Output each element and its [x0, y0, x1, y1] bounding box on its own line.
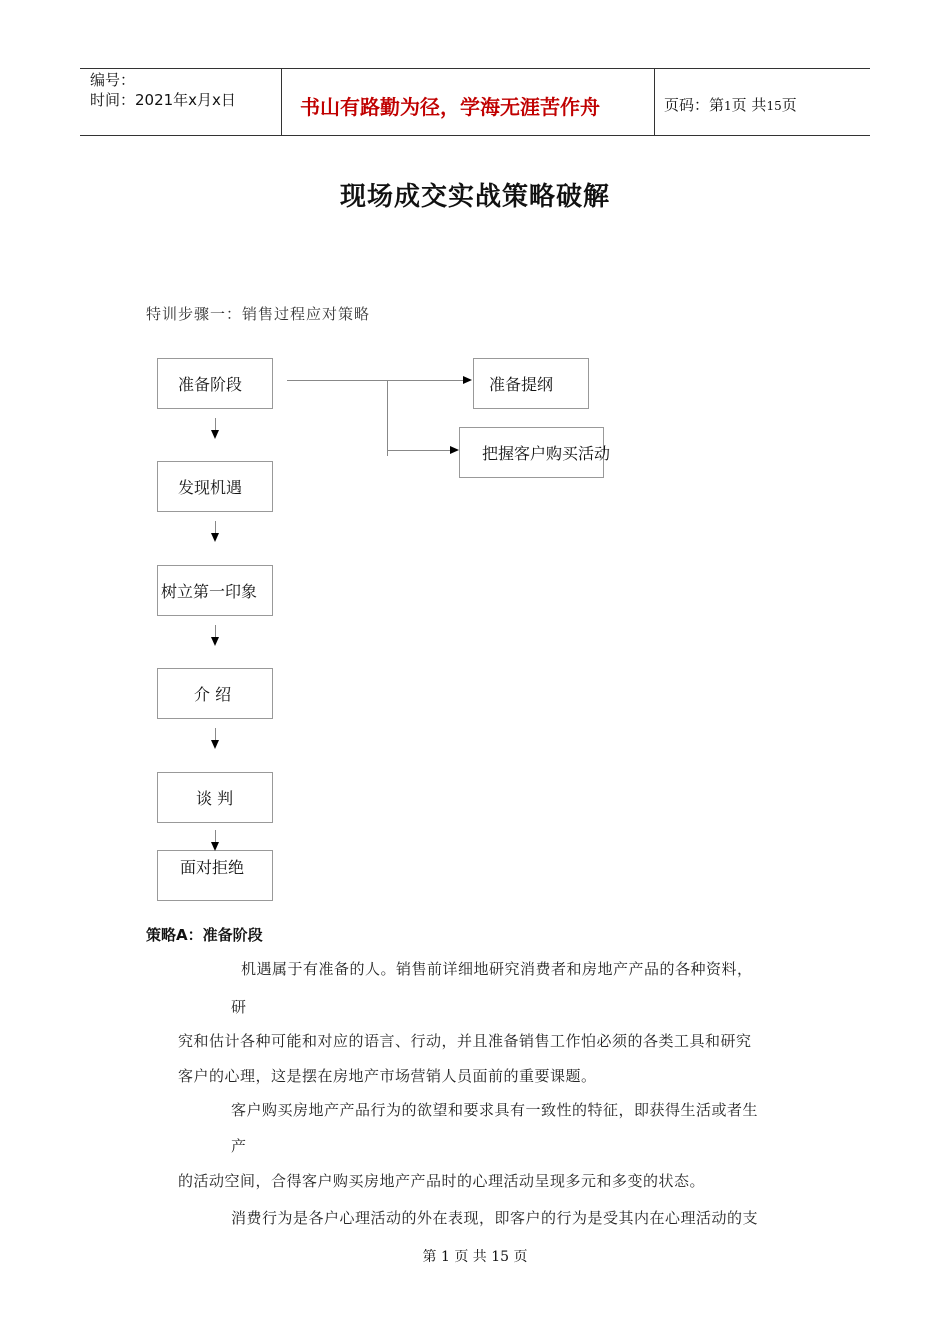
paragraph-line: 客户购买房地产产品行为的欲望和要求具有一致性的特征，即获得生活或者生: [231, 1101, 759, 1119]
paragraph-line: 产: [231, 1137, 247, 1155]
flow-box-outline: [473, 358, 589, 409]
flow-box-grasp: [459, 427, 611, 478]
page-total: 15: [766, 99, 782, 113]
page-number: 1: [724, 99, 732, 113]
paragraph-line: 的活动空间，合得客户购买房地产产品时的心理活动呈现多元和多变的状态。: [178, 1172, 706, 1190]
arrow-down-icon: [211, 533, 219, 542]
arrow-right-icon: [463, 376, 472, 384]
flow-label-grasp: 把握客户购买活动: [482, 444, 611, 463]
paragraph-line: 消费行为是各户心理活动的外在表现，即客户的行为是受其内在心理活动的支: [231, 1209, 759, 1227]
flow-label-rejection: 面对拒绝: [180, 858, 245, 877]
header-top-border: [80, 68, 870, 69]
header-page-info: [664, 94, 797, 115]
page-mid: 页 共: [731, 96, 767, 114]
paragraph-line: 机遇属于有准备的人。销售前详细地研究消费者和房地产产品的各种资料，: [241, 960, 753, 978]
arrow-down-icon: [211, 740, 219, 749]
branch-line-vertical: [387, 380, 388, 456]
arrow-down-icon: [211, 637, 219, 646]
branch-line-bottom: [387, 450, 450, 451]
arrow-down-icon: [211, 842, 219, 851]
paragraph-line: 研: [231, 998, 247, 1016]
header-motto: 书山有路勤为径，学海无涯苦作舟: [300, 95, 600, 119]
flow-label-discover: 发现机遇: [178, 478, 243, 497]
flow-box-discover: [157, 461, 273, 512]
step-heading: 特训步骤一：销售过程应对策略: [146, 305, 371, 323]
flow-label-intro: 介 绍: [194, 685, 232, 704]
footer-prefix: 第: [422, 1249, 437, 1265]
flow-box-impression: [157, 565, 273, 616]
connector-1: [215, 418, 216, 430]
header-divider-2: [654, 68, 655, 136]
flow-box-rejection: [157, 850, 273, 901]
connector-3: [215, 625, 216, 637]
connector-5: [215, 830, 216, 842]
flow-box-intro: [157, 668, 273, 719]
flow-label-negotiate: 谈 判: [196, 789, 234, 808]
page-prefix: 页码：第: [664, 96, 725, 114]
connector-4: [215, 728, 216, 740]
header-divider-1: [281, 68, 282, 136]
document-title: 现场成交实战策略破解: [339, 182, 610, 212]
flow-box-prep: [157, 358, 273, 409]
flow-label-outline: 准备提纲: [489, 375, 554, 394]
paragraph-line: 究和估计各种可能和对应的语言、行动，并且准备销售工作怕必须的各类工具和研究: [178, 1032, 752, 1050]
footer-mid: 页 共: [454, 1249, 487, 1265]
paragraph-line: 客户的心理，这是摆在房地产市场营销人员面前的重要课题。: [178, 1067, 597, 1085]
arrow-down-icon: [211, 430, 219, 439]
footer-total: 15: [491, 1249, 510, 1265]
connector-2: [215, 521, 216, 533]
header-bottom-border: [80, 135, 870, 136]
page-footer: [0, 1246, 950, 1266]
section-title: 策略A：准备阶段: [146, 926, 263, 944]
doc-number-label: 编号：: [90, 71, 136, 89]
flow-label-prep: 准备阶段: [178, 375, 243, 394]
flow-box-negotiate: [157, 772, 273, 823]
arrow-right-icon: [450, 446, 459, 454]
footer-page: 1: [440, 1249, 450, 1265]
flow-label-impression: 树立第一印象: [161, 582, 258, 601]
footer-suffix: 页: [513, 1249, 528, 1265]
branch-line-top: [287, 380, 463, 381]
page-suffix: 页: [781, 96, 797, 114]
doc-time-label: 时间：2021年x月x日: [90, 91, 236, 109]
